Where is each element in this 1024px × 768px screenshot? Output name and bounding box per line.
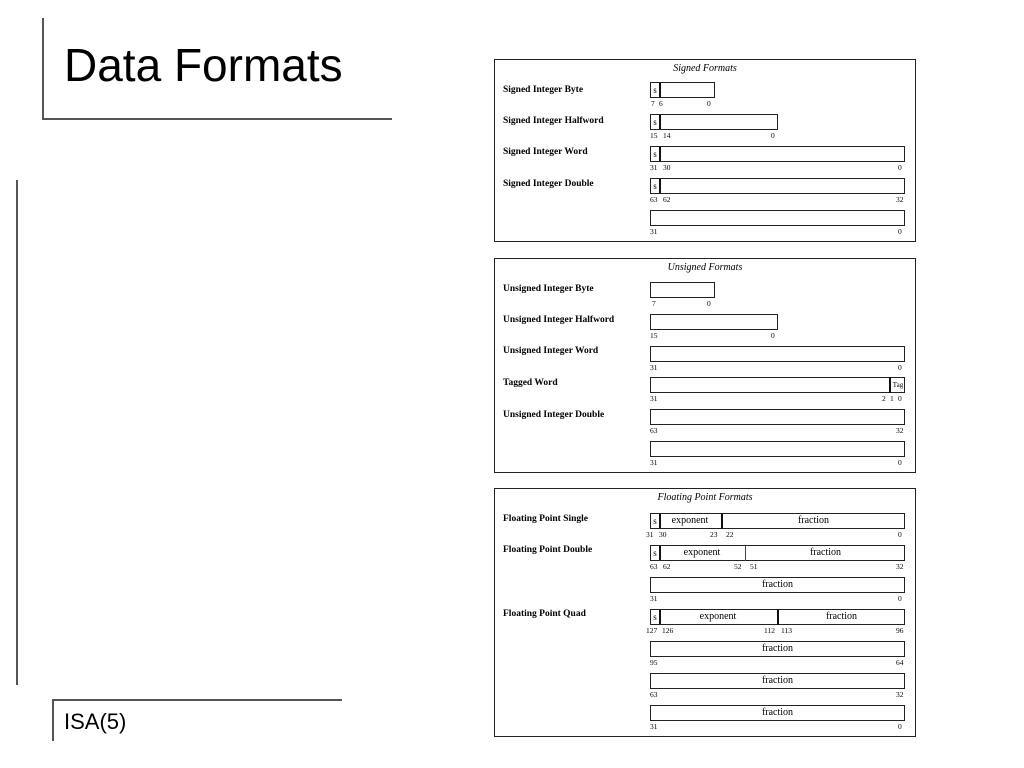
sign-bit-field: s bbox=[651, 115, 661, 129]
bit-number: 6 bbox=[659, 99, 663, 108]
float-double-high-register bbox=[650, 545, 905, 561]
bit-number: 7 bbox=[651, 99, 655, 108]
bit-number: 31 bbox=[650, 594, 658, 603]
floating-point-formats-panel bbox=[494, 488, 916, 737]
bit-number: 1 bbox=[890, 394, 894, 403]
bit-number: 0 bbox=[898, 458, 902, 467]
fraction-field: fraction bbox=[761, 579, 794, 590]
signed-formats-title: Signed Formats bbox=[673, 63, 737, 74]
signed-halfword-register bbox=[650, 114, 778, 130]
signed-byte-label: Signed Integer Byte bbox=[503, 85, 584, 95]
title-underline bbox=[42, 118, 392, 120]
bit-number: 31 bbox=[650, 227, 658, 236]
bit-number: 32 bbox=[896, 690, 904, 699]
bit-number: 0 bbox=[707, 99, 711, 108]
bit-number: 30 bbox=[659, 530, 667, 539]
bit-number: 63 bbox=[650, 562, 658, 571]
signed-byte-register bbox=[650, 82, 715, 98]
sign-bit-field: s bbox=[651, 83, 661, 97]
signed-double-low-register bbox=[650, 210, 905, 226]
sign-bit-field: s bbox=[651, 546, 661, 560]
bit-number: 32 bbox=[896, 562, 904, 571]
bit-number: 0 bbox=[707, 299, 711, 308]
signed-double-high-register bbox=[650, 178, 905, 194]
bit-number: 62 bbox=[663, 195, 671, 204]
fraction-field: fraction bbox=[825, 611, 858, 622]
float-single-register bbox=[650, 513, 905, 529]
bit-number: 51 bbox=[750, 562, 758, 571]
signed-halfword-label: Signed Integer Halfword bbox=[503, 116, 604, 126]
footer-accent-vline bbox=[52, 699, 54, 741]
bit-number: 0 bbox=[771, 331, 775, 340]
bit-number: 112 bbox=[764, 626, 775, 635]
bit-number: 113 bbox=[781, 626, 792, 635]
exponent-field: exponent bbox=[699, 611, 737, 622]
signed-word-label: Signed Integer Word bbox=[503, 147, 588, 157]
unsigned-double-label: Unsigned Integer Double bbox=[503, 410, 605, 420]
unsigned-double-high-register bbox=[650, 409, 905, 425]
bit-number: 0 bbox=[898, 163, 902, 172]
tagged-word-register bbox=[650, 377, 905, 393]
unsigned-word-register bbox=[650, 346, 905, 362]
float-quad-register-3 bbox=[650, 705, 905, 721]
bit-number: 63 bbox=[650, 426, 658, 435]
bit-number: 52 bbox=[734, 562, 742, 571]
bit-number: 0 bbox=[898, 227, 902, 236]
bit-number: 31 bbox=[650, 394, 658, 403]
bit-number: 31 bbox=[650, 163, 658, 172]
unsigned-formats-panel bbox=[494, 258, 916, 473]
unsigned-byte-register bbox=[650, 282, 715, 298]
bit-number: 95 bbox=[650, 658, 658, 667]
unsigned-halfword-register bbox=[650, 314, 778, 330]
unsigned-formats-title: Unsigned Formats bbox=[667, 262, 743, 273]
bit-number: 7 bbox=[652, 299, 656, 308]
signed-double-label: Signed Integer Double bbox=[503, 179, 594, 189]
bit-number: 0 bbox=[898, 722, 902, 731]
signed-formats-panel bbox=[494, 59, 916, 242]
bit-number: 23 bbox=[710, 530, 718, 539]
fraction-field: fraction bbox=[761, 675, 794, 686]
bit-number: 62 bbox=[663, 562, 671, 571]
bit-number: 0 bbox=[898, 394, 902, 403]
fraction-field: fraction bbox=[797, 515, 830, 526]
float-double-low-register bbox=[650, 577, 905, 593]
sign-bit-field: s bbox=[651, 179, 661, 193]
unsigned-word-label: Unsigned Integer Word bbox=[503, 346, 599, 356]
exponent-field: exponent bbox=[683, 547, 721, 558]
bit-number: 64 bbox=[896, 658, 904, 667]
bit-number: 96 bbox=[896, 626, 904, 635]
float-quad-label: Floating Point Quad bbox=[503, 609, 586, 619]
bit-number: 0 bbox=[771, 131, 775, 140]
slide-title: Data Formats bbox=[64, 39, 343, 91]
bit-number: 32 bbox=[896, 195, 904, 204]
bit-number: 31 bbox=[650, 458, 658, 467]
float-single-label: Floating Point Single bbox=[503, 514, 588, 524]
bit-number: 126 bbox=[662, 626, 674, 635]
fraction-field: fraction bbox=[761, 643, 794, 654]
signed-word-register bbox=[650, 146, 905, 162]
float-quad-register-2 bbox=[650, 673, 905, 689]
floating-point-formats-title: Floating Point Formats bbox=[657, 492, 753, 503]
bit-number: 0 bbox=[898, 530, 902, 539]
bit-number: 63 bbox=[650, 195, 658, 204]
bit-number: 0 bbox=[898, 594, 902, 603]
tagged-word-label: Tagged Word bbox=[503, 378, 558, 388]
bit-number: 15 bbox=[650, 331, 658, 340]
slide-footer: ISA(5) bbox=[64, 709, 127, 734]
bit-number: 14 bbox=[663, 131, 671, 140]
unsigned-halfword-label: Unsigned Integer Halfword bbox=[503, 315, 615, 325]
bit-number: 127 bbox=[646, 626, 658, 635]
float-quad-register-1 bbox=[650, 641, 905, 657]
bit-number: 63 bbox=[650, 690, 658, 699]
bit-number: 31 bbox=[650, 722, 658, 731]
fraction-field: fraction bbox=[809, 547, 842, 558]
bit-number: 31 bbox=[646, 530, 654, 539]
field-separator bbox=[745, 545, 746, 561]
unsigned-byte-label: Unsigned Integer Byte bbox=[503, 284, 594, 294]
fraction-field: fraction bbox=[761, 707, 794, 718]
footer-accent-line bbox=[52, 699, 342, 701]
sign-bit-field: s bbox=[651, 514, 661, 528]
bit-number: 0 bbox=[898, 363, 902, 372]
sign-bit-field: s bbox=[651, 147, 661, 161]
bit-number: 2 bbox=[882, 394, 886, 403]
exponent-field: exponent bbox=[671, 515, 709, 526]
bit-number: 32 bbox=[896, 426, 904, 435]
tag-field: Tag bbox=[892, 381, 904, 389]
sign-bit-field: s bbox=[651, 610, 661, 624]
side-accent-line bbox=[16, 180, 18, 685]
float-double-label: Floating Point Double bbox=[503, 545, 593, 555]
title-accent-line bbox=[42, 18, 44, 118]
bit-number: 30 bbox=[663, 163, 671, 172]
bit-number: 15 bbox=[650, 131, 658, 140]
float-quad-register-0 bbox=[650, 609, 905, 625]
bit-number: 22 bbox=[726, 530, 734, 539]
bit-number: 31 bbox=[650, 363, 658, 372]
unsigned-double-low-register bbox=[650, 441, 905, 457]
